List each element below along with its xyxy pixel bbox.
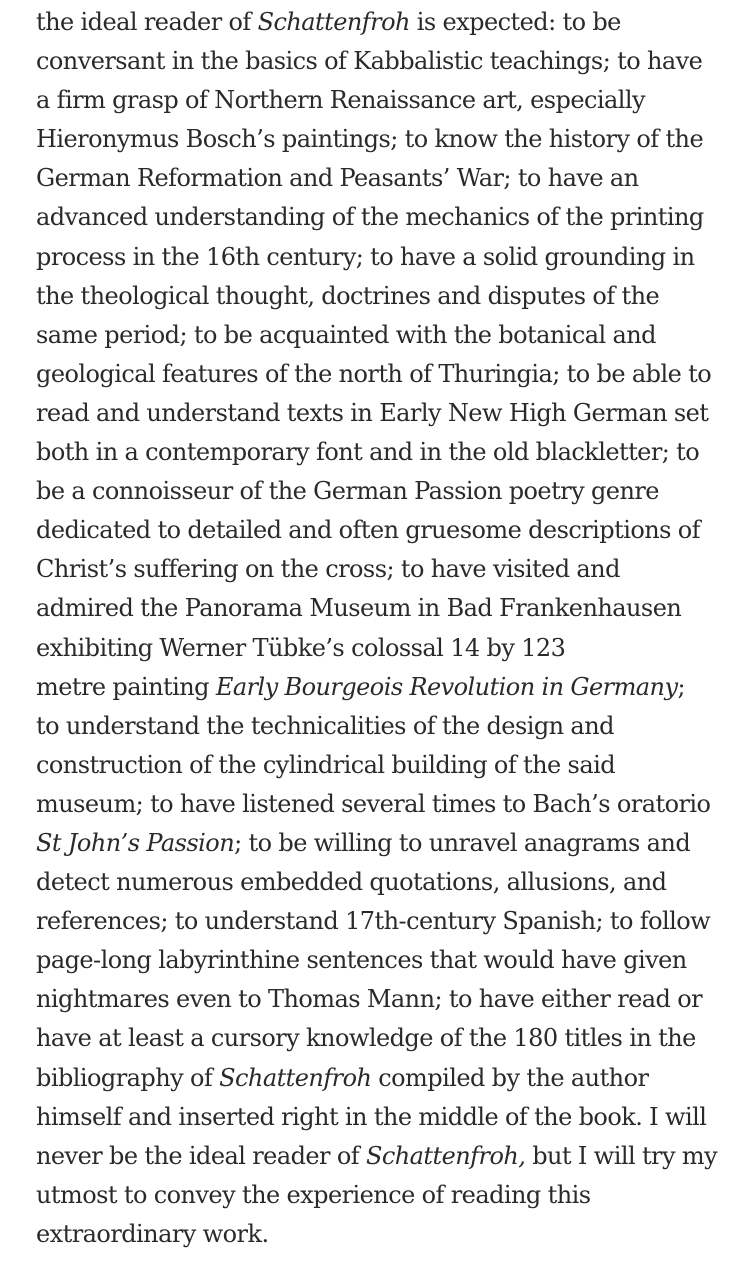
text-segment: extraordinary work. <box>36 1219 269 1248</box>
text-line <box>36 629 726 668</box>
text-line <box>36 668 726 707</box>
text-line <box>36 1098 726 1137</box>
article-body <box>36 0 726 1254</box>
text-segment: read and understand texts in Early New High German set <box>36 398 709 427</box>
text-segment: compiled by the author <box>371 1063 649 1092</box>
text-line <box>36 42 726 81</box>
text-segment: both in a contemporary font and in the old blackletter; to <box>36 438 700 467</box>
text-line <box>36 1019 726 1058</box>
text-segment: the ideal reader of <box>36 8 258 36</box>
text-segment: the theological thought, doctrines and disputes of the <box>36 281 660 310</box>
text-segment: admired the Panorama Museum in Bad Frankenhausen <box>36 594 682 623</box>
text-line <box>36 863 726 902</box>
text-line <box>36 550 726 589</box>
text-segment: utmost to convey the experience of reading this <box>36 1180 591 1209</box>
text-segment: dedicated to detailed and often gruesome descriptions of <box>36 516 700 545</box>
text-segment: but I will try my <box>525 1141 718 1170</box>
text-segment: advanced understanding of the mechanics of the printing <box>36 203 704 232</box>
text-line <box>36 707 726 746</box>
text-segment: Christ’s suffering on the cross; to have visited and <box>36 555 620 584</box>
italic-title: Schattenfroh <box>257 8 410 36</box>
text-segment: have at least a cursory knowledge of the 180 titles in the <box>36 1024 696 1053</box>
text-line <box>36 3 726 42</box>
text-line <box>36 238 726 277</box>
text-segment: process in the 16th century; to have a solid grounding in <box>36 242 695 271</box>
italic-title: Schattenfroh, <box>365 1141 526 1170</box>
text-segment: same period; to be acquainted with the botanical and <box>36 320 656 349</box>
text-line <box>36 159 726 198</box>
text-line <box>36 1215 726 1254</box>
text-line <box>36 1137 726 1176</box>
text-line <box>36 433 726 472</box>
text-segment: German Reformation and Peasants’ War; to have an <box>36 164 639 193</box>
text-line <box>36 1176 726 1215</box>
text-segment: references; to understand 17th-century Spanish; to follow <box>36 907 711 936</box>
italic-title: Early Bourgeois Revolution in Germany <box>215 672 678 701</box>
text-segment: ; <box>677 672 686 701</box>
text-segment: exhibiting Werner Tübke’s colossal 14 by 123 <box>36 633 566 662</box>
text-segment: never be the ideal reader of <box>36 1141 366 1170</box>
text-segment: detect numerous embedded quotations, allusions, and <box>36 868 667 897</box>
text-line <box>36 824 726 863</box>
text-line <box>36 785 726 824</box>
text-line <box>36 81 726 120</box>
text-segment: page-long labyrinthine sentences that would have given <box>36 946 687 975</box>
text-segment: to understand the technicalities of the design and <box>36 711 614 740</box>
text-segment: geological features of the north of Thuringia; to be able to <box>36 359 712 388</box>
article-paragraph <box>36 0 726 1254</box>
text-segment: conversant in the basics of Kabbalistic teachings; to have <box>36 47 703 76</box>
text-line <box>36 120 726 159</box>
text-line <box>36 980 726 1019</box>
italic-title: Schattenfroh <box>219 1063 372 1092</box>
text-line <box>36 472 726 511</box>
text-line <box>36 355 726 394</box>
text-segment: construction of the cylindrical building of the said <box>36 750 616 779</box>
text-segment: ; to be willing to unravel anagrams and <box>234 828 691 857</box>
text-line <box>36 941 726 980</box>
text-segment: museum; to have listened several times to Bach’s oratorio <box>36 789 711 818</box>
text-segment: is expected: to be <box>409 8 621 36</box>
text-segment: bibliography of <box>36 1063 220 1092</box>
text-segment: Hieronymus Bosch’s paintings; to know the history of the <box>36 125 704 154</box>
text-line <box>36 589 726 628</box>
text-line <box>36 198 726 237</box>
text-line <box>36 902 726 941</box>
text-line <box>36 277 726 316</box>
text-line <box>36 394 726 433</box>
text-segment: be a connoisseur of the German Passion poetry genre <box>36 477 659 506</box>
text-line <box>36 1059 726 1098</box>
text-segment: nightmares even to Thomas Mann; to have either read or <box>36 985 703 1014</box>
italic-title: St John’s Passion <box>36 828 235 857</box>
text-line <box>36 511 726 550</box>
text-segment: himself and inserted right in the middle of the book. I will <box>36 1102 707 1131</box>
text-segment: metre painting <box>36 672 216 701</box>
text-line <box>36 316 726 355</box>
text-line <box>36 746 726 785</box>
text-segment: a firm grasp of Northern Renaissance art, especially <box>36 86 646 115</box>
